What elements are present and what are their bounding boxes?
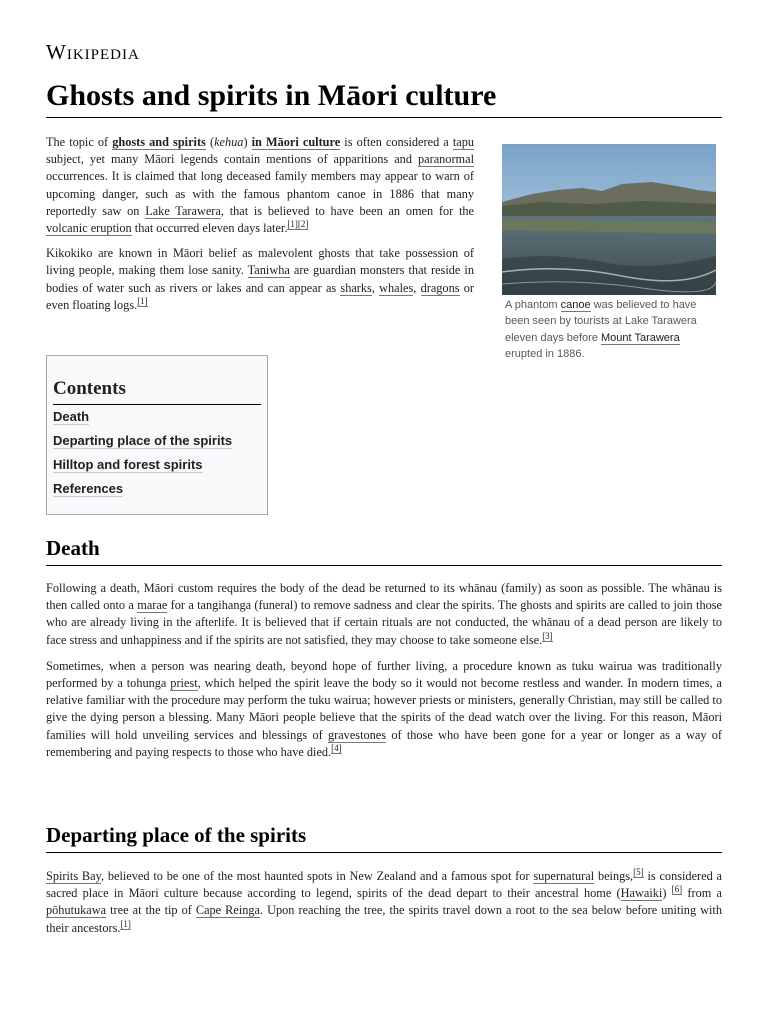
toc-item-references[interactable]: References [53,481,124,496]
lead-section [46,134,474,322]
link-pohutukawa[interactable]: pōhutukawa [46,903,107,918]
link-hawaiki[interactable]: Hawaiki [620,886,663,901]
toc-title: Contents [53,378,261,405]
wikipedia-logo[interactable]: Wikipedia [46,40,140,64]
toc-item-death[interactable]: Death [53,409,90,424]
link-spirits-bay[interactable]: Spirits Bay [46,869,101,883]
shoreline [502,201,716,216]
lake-tarawera-photo[interactable] [502,144,716,295]
link-maori-culture[interactable]: in Māori culture [251,135,341,149]
heading-death: Death [46,535,722,566]
table-of-contents [46,355,268,515]
link-paranormal[interactable]: paranormal [418,152,474,167]
link-canoe[interactable]: canoe [560,299,591,311]
link-priest[interactable]: priest [170,676,198,691]
death-paragraph-2: Sometimes, when a person was nearing death, beyond hope of further living, a procedure known as tuku wairua was traditionally performed by a tohunga priest, which helped the spirit leave the body so it would not become restless and wander. In modern times, a relative familiar with the procedure may perform the tuku wairua; however priests or ministers, generally Christian, may still be called to give the dying person a blessing. Many Māori people believe that the spirits of the dead watch over the living. For this reason, Māori families will hold unveiling services and blessings of gravestones of those who have been gone for a year or longer as a way of remembering and paying respects to those who have died.[4] [46,658,722,759]
link-lake-tarawera[interactable]: Lake Tarawera [145,203,221,218]
citation-4[interactable]: [4] [331,742,342,753]
section-death [46,580,722,770]
citation-3[interactable]: [3] [542,630,553,641]
link-dragons[interactable]: dragons [420,280,460,295]
citation-5[interactable]: [5] [633,866,644,877]
citation-6[interactable]: [6] [671,884,683,895]
link-taniwha[interactable]: Taniwha [247,263,290,278]
figure-caption: A phantom canoe was believed to have been seen by tourists at Lake Tarawera eleven days before Mount Tarawera erupted in 1886. [505,299,697,361]
link-whales[interactable]: whales [379,280,414,295]
citation-2[interactable]: [2] [297,218,309,229]
death-paragraph-1: Following a death, Māori custom requires the body of the dead be returned to its whānau (family) as soon as possible. The whānau is then called onto a marae for a tangihanga (funeral) to remove sadness and clear the spirits. The ghosts and spirits are called to join those who are already living in the afterlife. It is believed that if certain rituals are not conducted, the whānau of a dead person are likely to face stress and unhappiness and if the spirits are not satisfied, they may choose to take someone else.[3] [46,581,722,647]
toc-item-hilltop-forest-spirits[interactable]: Hilltop and forest spirits [53,457,203,472]
departing-paragraph-1: Spirits Bay, believed to be one of the most haunted spots in New Zealand and a famous spot for supernatural beings,[5] is considered a sacred place in Māori culture because according to legend, spirits of the dead depart to their ancestral home (Hawaiki) [6] from a pōhutukawa tree at the tip of Cape Reinga. Upon reaching the tree, the spirits travel down a root to the sea below before uniting with their ancestors.[1] [46,866,722,935]
section-departing-place [46,868,722,946]
lead-paragraph-1: The topic of ghosts and spirits (kehua) in Māori culture is often considered a tapu subject, yet many Māori legends contain mentions of apparitions and paranormal occurrences. It is claimed that long deceased family members may appear to warn of upcoming danger, such as with the famous phantom canoe in 1886 that many reportedly saw on Lake Tarawera, that is believed to have been an omen for the volcanic eruption that occurred eleven days later.[1][2] [46,135,475,236]
link-gravestones[interactable]: gravestones [327,727,387,742]
toc-item-departing-place[interactable]: Departing place of the spirits [53,433,233,448]
link-tapu[interactable]: tapu [452,135,475,149]
heading-departing-place: Departing place of the spirits [46,822,722,853]
citation-1[interactable]: [1] [120,918,131,929]
link-cape-reinga[interactable]: Cape Reinga [195,903,261,918]
citation-1[interactable]: [1] [137,295,148,306]
page-title: Ghosts and spirits in Māori culture [46,78,722,118]
link-mount-tarawera[interactable]: Mount Tarawera [601,331,680,344]
link-sharks[interactable]: sharks [340,280,372,295]
infobox-figure [502,144,716,363]
link-supernatural[interactable]: supernatural [533,869,595,883]
citation-1[interactable]: [1] [287,218,298,229]
link-volcanic-eruption[interactable]: volcanic eruption [46,221,132,236]
lead-paragraph-2: Kikokiko are known in Māori belief as malevolent ghosts that take possession of living people, making them lose sanity. Taniwha are guardian monsters that reside in bodies of water such as rivers or lakes and can appear as sharks, whales, dragons or even floating logs.[1] [46,246,474,312]
link-ghosts-and-spirits[interactable]: ghosts and spirits [112,135,206,149]
link-marae[interactable]: marae [137,598,168,613]
